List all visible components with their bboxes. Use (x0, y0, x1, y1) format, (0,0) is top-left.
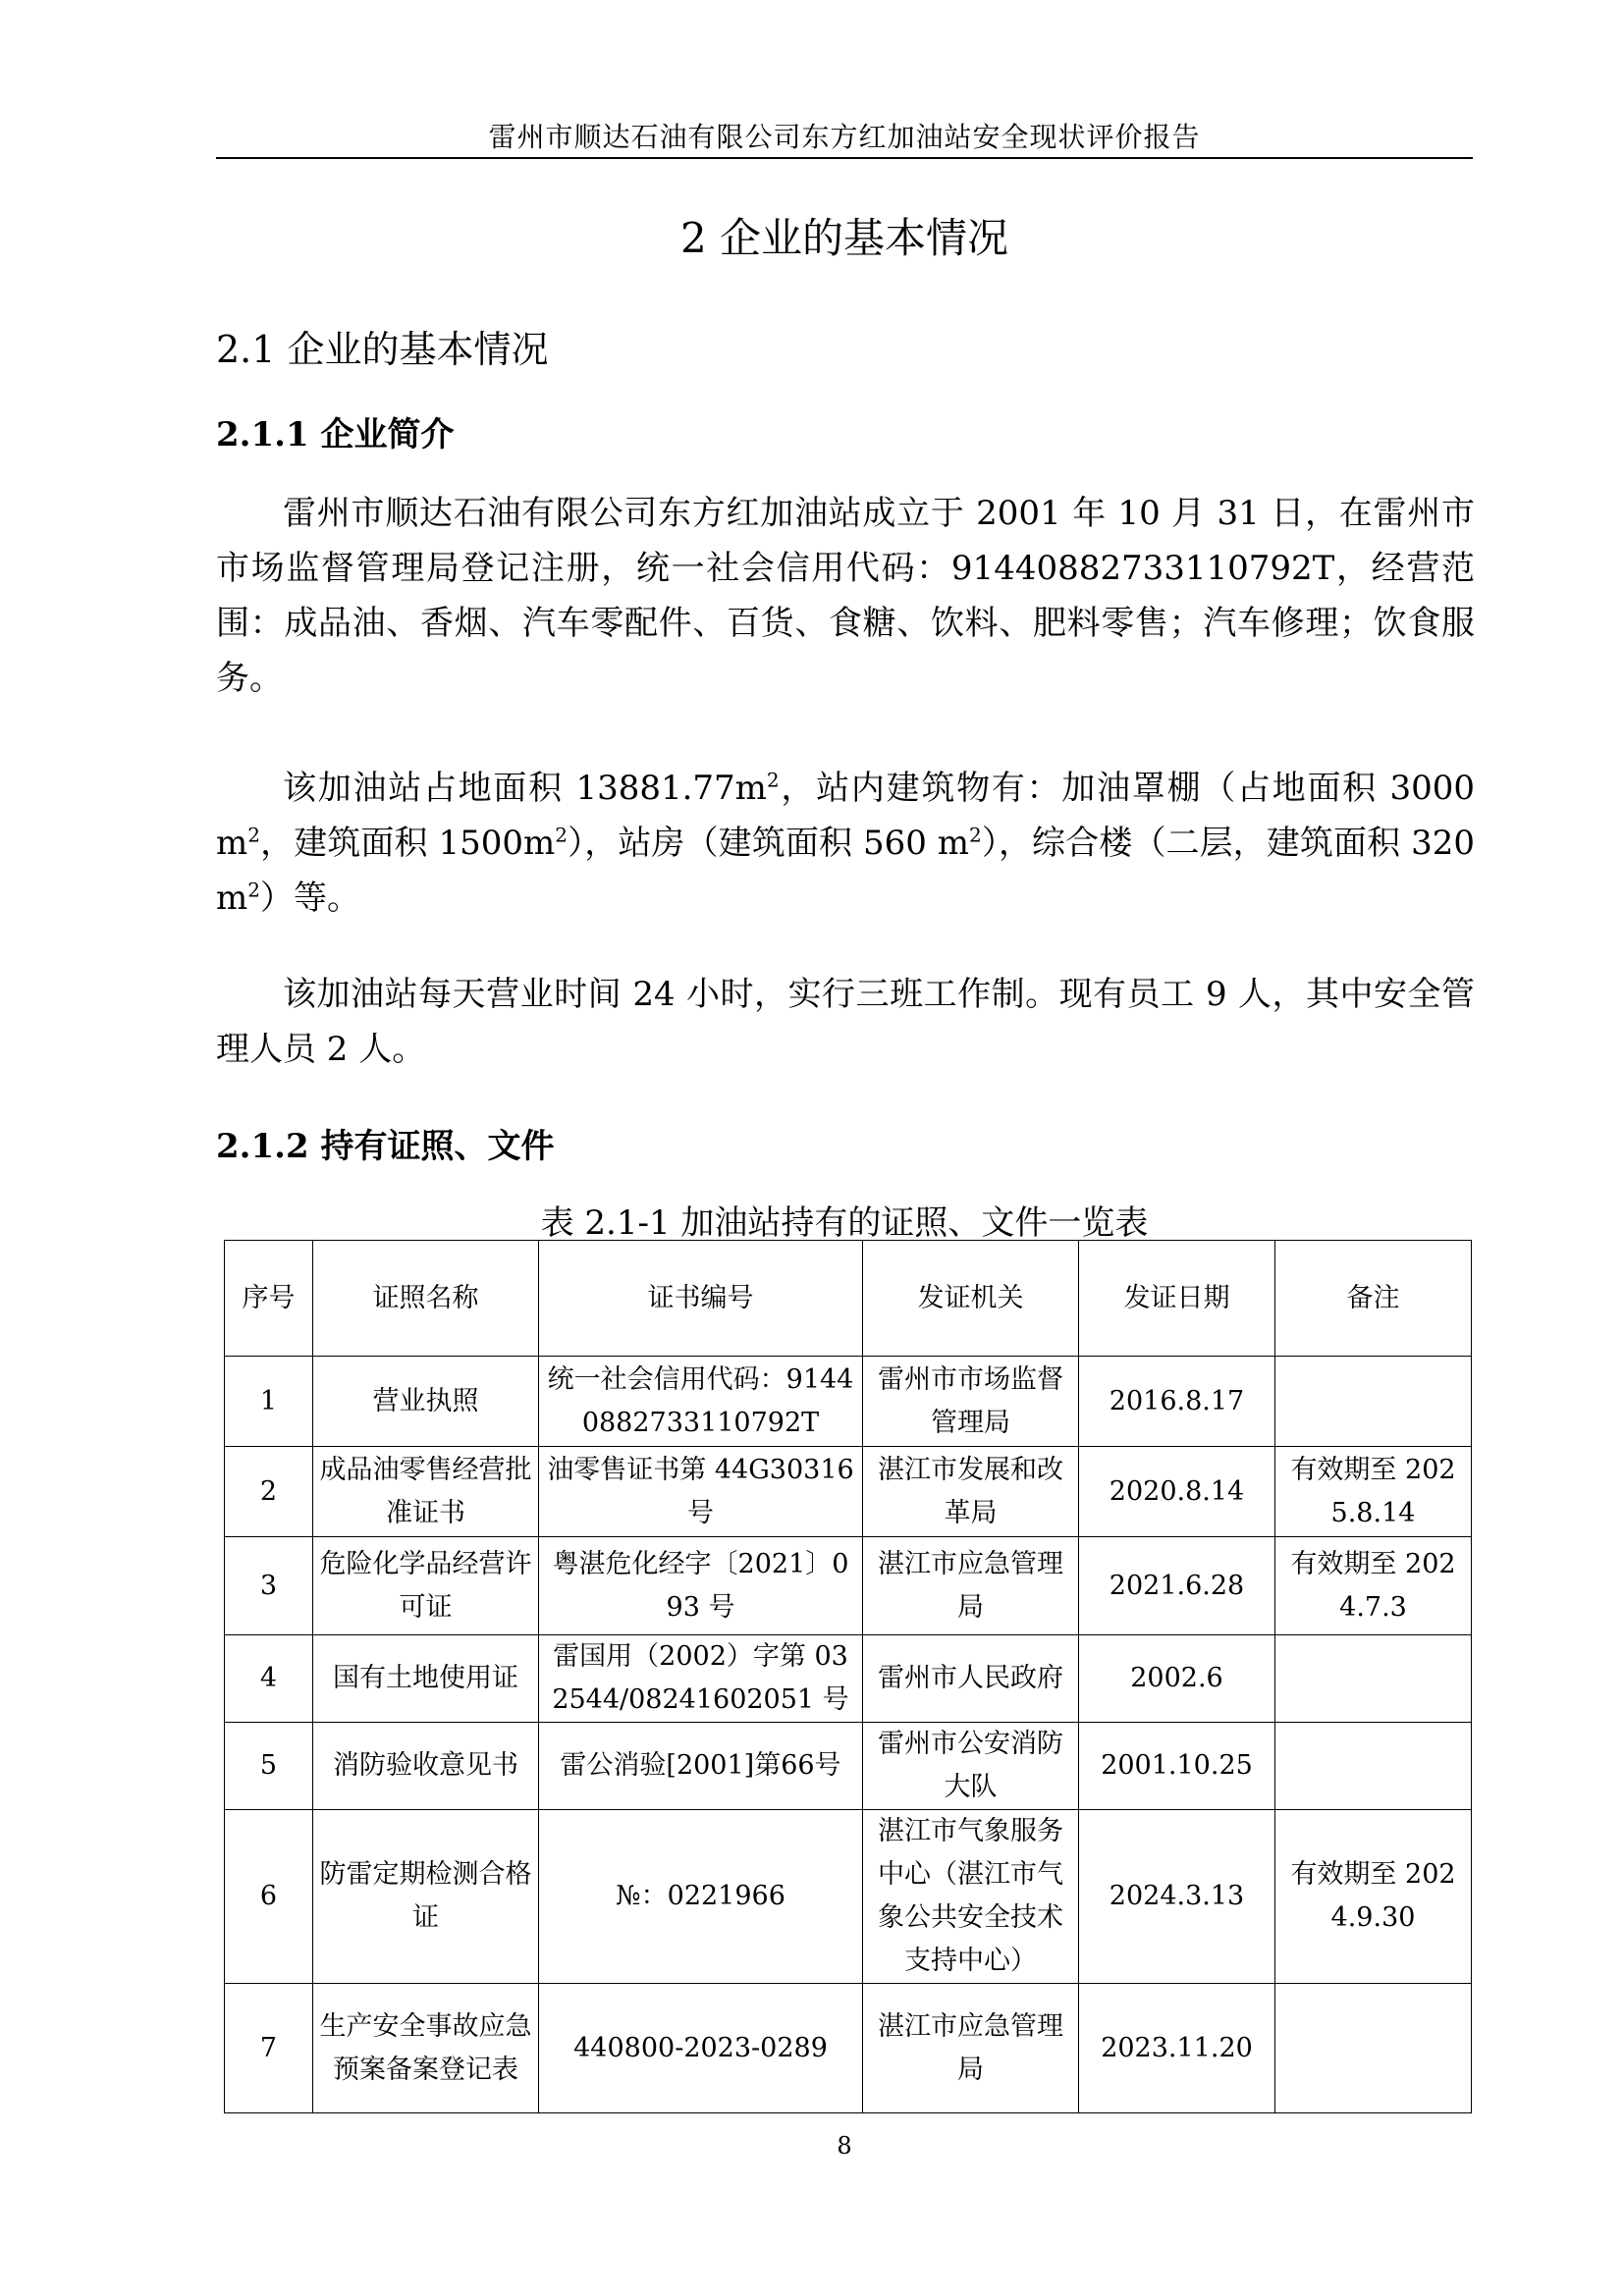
cell-date: 2002.6 (1079, 1635, 1275, 1723)
section-title: 2.1 企业的基本情况 (216, 328, 549, 371)
cell-name: 营业执照 (313, 1357, 539, 1447)
cell-date: 2001.10.25 (1079, 1723, 1275, 1810)
text-segment: ），综合楼（二层，建筑面积 320 m (216, 824, 1475, 918)
cell-remark: 有效期至 2024.9.30 (1275, 1810, 1472, 1984)
cell-date: 2024.3.13 (1079, 1810, 1275, 1984)
table-header-row (225, 1241, 1472, 1357)
table-row (225, 1984, 1472, 2113)
cell-remark: 有效期至 2025.8.14 (1275, 1447, 1472, 1537)
table-row (225, 1357, 1472, 1447)
cell-no: 6 (225, 1810, 313, 1984)
superscript: 2 (555, 823, 568, 847)
header-cell-remark: 备注 (1275, 1241, 1472, 1357)
paragraph-site-area (216, 761, 1475, 926)
chapter-title: 2 企业的基本情况 (679, 214, 1009, 262)
text-segment: ）等。 (259, 879, 360, 918)
text-segment: ，建筑面积 1500m (259, 824, 556, 863)
table-row (225, 1447, 1472, 1537)
header-cell-name: 证照名称 (313, 1241, 539, 1357)
cell-no: 3 (225, 1537, 313, 1635)
superscript: 2 (766, 768, 780, 792)
superscript: 2 (247, 878, 260, 902)
cell-no: 2 (225, 1447, 313, 1537)
superscript: 2 (969, 823, 982, 847)
cell-issuer: 湛江市应急管理局 (863, 1984, 1079, 2113)
cell-cert-no: 440800-2023-0289 (539, 1984, 863, 2113)
paragraph-company-intro: 雷州市顺达石油有限公司东方红加油站成立于 2001 年 10 月 31 日，在雷州市市场监督管理局登记注册，统一社会信用代码：91440882733110792T，经营范围：成品油、香烟、汽车零配件、百货、食糖、饮料、肥料零售；汽车修理；饮食服务。 (216, 494, 1475, 698)
cell-remark (1275, 1723, 1472, 1810)
text-segment: ，站内建筑物有：加油罩棚（占地面积 3000 m (216, 769, 1475, 863)
header-cell-no: 序号 (225, 1241, 313, 1357)
cell-name: 成品油零售经营批准证书 (313, 1447, 539, 1537)
cell-cert-no: 统一社会信用代码：91440882733110792T (539, 1357, 863, 1447)
header-cell-issuer: 发证机关 (863, 1241, 1079, 1357)
cell-remark (1275, 1357, 1472, 1447)
subsection-title-certificates: 2.1.2 持有证照、文件 (216, 1127, 555, 1166)
cell-no: 4 (225, 1635, 313, 1723)
header-cell-cert-no: 证书编号 (539, 1241, 863, 1357)
table-caption: 表 2.1-1 加油站持有的证照、文件一览表 (540, 1203, 1149, 1243)
paragraph-staffing: 该加油站每天营业时间 24 小时，实行三班工作制。现有员工 9 人，其中安全管理人员 2 人。 (216, 975, 1475, 1069)
cell-issuer: 湛江市应急管理局 (863, 1537, 1079, 1635)
table-row (225, 1537, 1472, 1635)
cell-issuer: 雷州市市场监督管理局 (863, 1357, 1079, 1447)
cell-name: 消防验收意见书 (313, 1723, 539, 1810)
table-row (225, 1635, 1472, 1723)
cell-date: 2016.8.17 (1079, 1357, 1275, 1447)
table-row (225, 1723, 1472, 1810)
subsection-title-intro: 2.1.1 企业简介 (216, 415, 455, 454)
cell-remark (1275, 1635, 1472, 1723)
cell-cert-no: 粤湛危化经字〔2021〕093 号 (539, 1537, 863, 1635)
cell-name: 生产安全事故应急预案备案登记表 (313, 1984, 539, 2113)
text-segment: 该加油站占地面积 13881.77m (283, 769, 767, 808)
running-header: 雷州市顺达石油有限公司东方红加油站安全现状评价报告 (488, 121, 1201, 153)
text-segment: ），站房（建筑面积 560 m (568, 824, 970, 863)
header-cell-date: 发证日期 (1079, 1241, 1275, 1357)
cell-cert-no: 雷国用（2002）字第 032544/08241602051 号 (539, 1635, 863, 1723)
header-rule (216, 157, 1473, 159)
page-number: 8 (837, 2132, 852, 2160)
superscript: 2 (247, 823, 260, 847)
cell-date: 2023.11.20 (1079, 1984, 1275, 2113)
cell-issuer: 雷州市公安消防大队 (863, 1723, 1079, 1810)
cell-cert-no: №：0221966 (539, 1810, 863, 1984)
table-row (225, 1810, 1472, 1984)
cell-cert-no: 油零售证书第 44G30316 号 (539, 1447, 863, 1537)
cell-name: 危险化学品经营许可证 (313, 1537, 539, 1635)
cell-issuer: 湛江市气象服务中心（湛江市气象公共安全技术支持中心） (863, 1810, 1079, 1984)
cell-date: 2021.6.28 (1079, 1537, 1275, 1635)
cell-remark: 有效期至 2024.7.3 (1275, 1537, 1472, 1635)
cell-issuer: 雷州市人民政府 (863, 1635, 1079, 1723)
cell-date: 2020.8.14 (1079, 1447, 1275, 1537)
cell-remark (1275, 1984, 1472, 2113)
cell-name: 防雷定期检测合格证 (313, 1810, 539, 1984)
cell-no: 5 (225, 1723, 313, 1810)
cell-no: 1 (225, 1357, 313, 1447)
cell-cert-no: 雷公消验[2001]第66号 (539, 1723, 863, 1810)
cell-issuer: 湛江市发展和改革局 (863, 1447, 1079, 1537)
cell-name: 国有土地使用证 (313, 1635, 539, 1723)
certificates-table (224, 1240, 1472, 2113)
cell-no: 7 (225, 1984, 313, 2113)
